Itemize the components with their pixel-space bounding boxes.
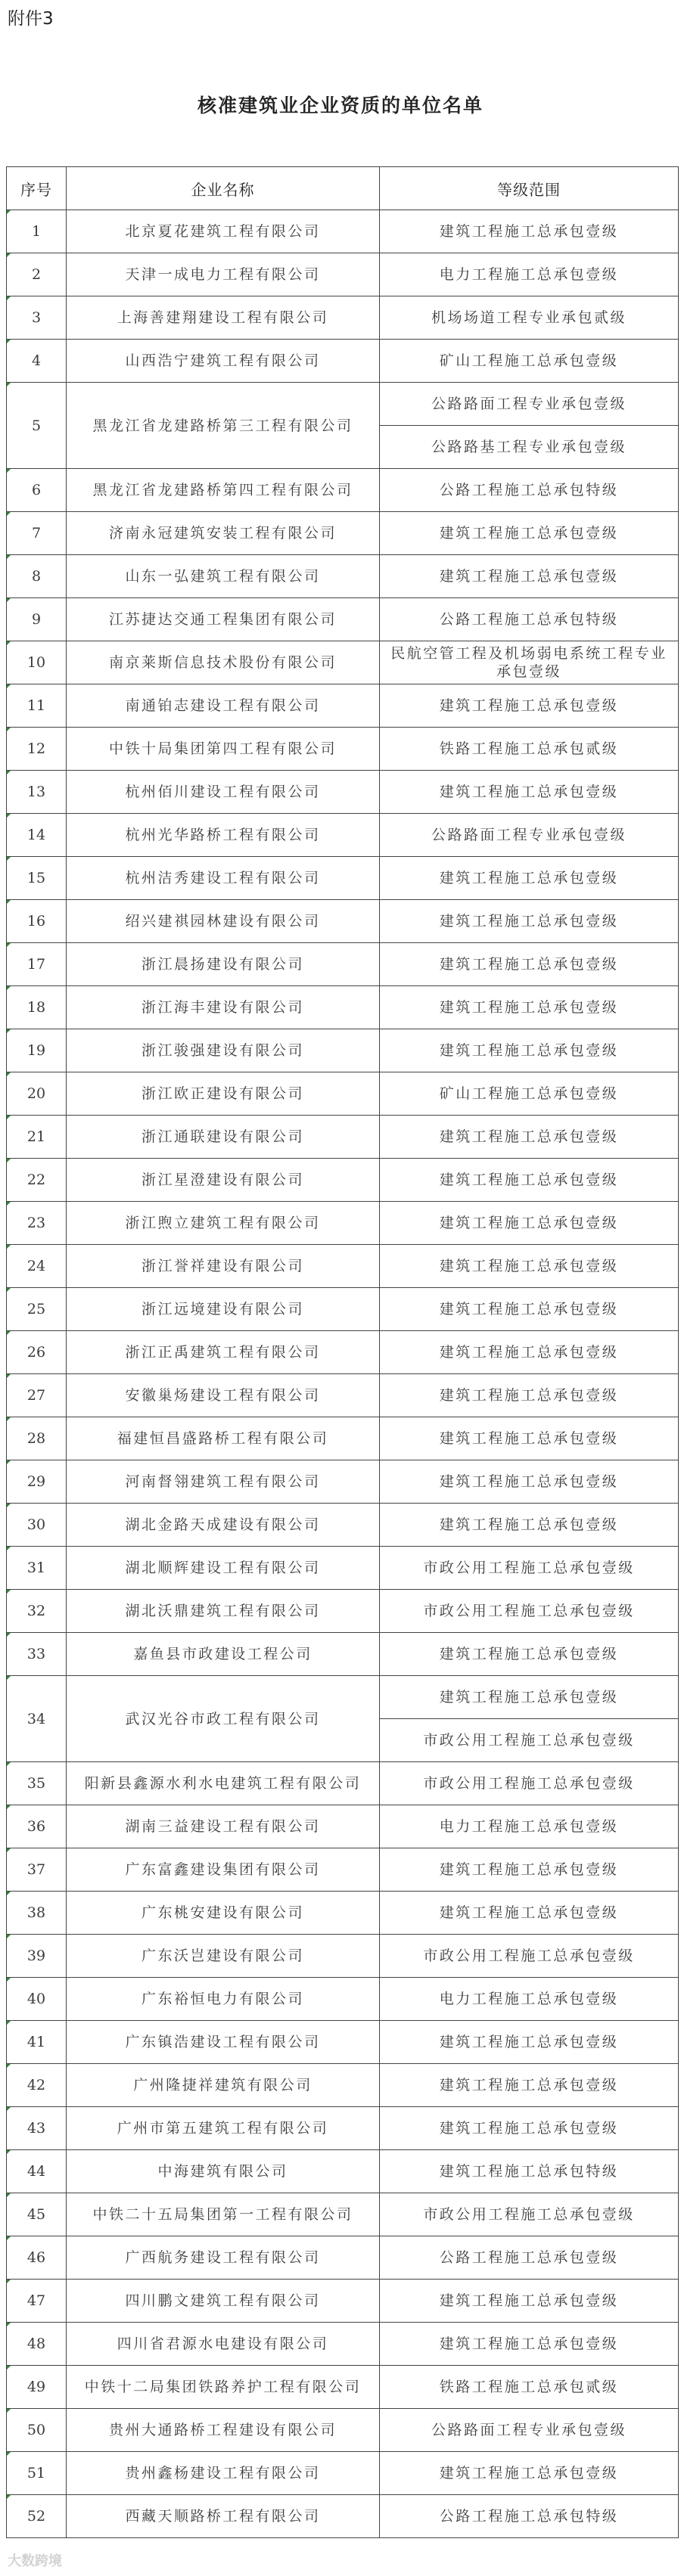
company-name: 广州隆捷祥建筑有限公司 <box>67 2064 380 2107</box>
company-name: 上海善建翔建设工程有限公司 <box>67 296 380 340</box>
row-number: 27 <box>7 1374 67 1417</box>
page-title: 核准建筑业企业资质的单位名单 <box>197 95 484 116</box>
table-row <box>7 2021 679 2064</box>
row-number: 16 <box>7 900 67 943</box>
row-number: 8 <box>7 555 67 598</box>
company-name: 贵州大通路桥工程建设有限公司 <box>67 2409 380 2452</box>
row-number: 26 <box>7 1331 67 1374</box>
row-number: 25 <box>7 1288 67 1331</box>
row-number: 49 <box>7 2366 67 2409</box>
table-row <box>7 814 679 857</box>
row-number: 19 <box>7 1029 67 1072</box>
row-number: 6 <box>7 469 67 512</box>
company-name: 山西浩宁建筑工程有限公司 <box>67 340 380 383</box>
qualification-scope: 市政公用工程施工总承包壹级 <box>380 1935 679 1978</box>
table-row <box>7 1547 679 1590</box>
row-number: 3 <box>7 296 67 340</box>
qualification-scope: 建筑工程施工总承包壹级 <box>380 1159 679 1202</box>
qualification-scope: 民航空管工程及机场弱电系统工程专业承包壹级 <box>380 641 679 684</box>
company-name: 四川省君源水电建设有限公司 <box>67 2323 380 2366</box>
table-row <box>7 943 679 986</box>
company-name: 浙江晨扬建设有限公司 <box>67 943 380 986</box>
row-number: 37 <box>7 1848 67 1892</box>
company-name: 广州市第五建筑工程有限公司 <box>67 2107 380 2150</box>
table-row <box>7 383 679 426</box>
table-row <box>7 1116 679 1159</box>
table-row <box>7 1245 679 1288</box>
table-row <box>7 641 679 684</box>
qualification-scope: 建筑工程施工总承包壹级 <box>380 857 679 900</box>
table-row <box>7 2366 679 2409</box>
company-name: 湖南三益建设工程有限公司 <box>67 1805 380 1848</box>
attachment-label: 附件3 <box>8 9 54 29</box>
row-number: 13 <box>7 771 67 814</box>
table-row <box>7 2495 679 2538</box>
company-name: 杭州光华路桥工程有限公司 <box>67 814 380 857</box>
qualification-scope: 建筑工程施工总承包壹级 <box>380 1504 679 1547</box>
qualification-scope: 市政公用工程施工总承包壹级 <box>380 1547 679 1590</box>
qualification-scope: 公路工程施工总承包特级 <box>380 2495 679 2538</box>
table-row <box>7 1460 679 1504</box>
qualification-scope: 市政公用工程施工总承包壹级 <box>380 1590 679 1633</box>
row-number: 11 <box>7 684 67 728</box>
table-row <box>7 2107 679 2150</box>
company-name: 绍兴建祺园林建设有限公司 <box>67 900 380 943</box>
company-name: 中铁二十五局集团第一工程有限公司 <box>67 2193 380 2236</box>
row-number: 47 <box>7 2280 67 2323</box>
qualification-scope: 建筑工程施工总承包壹级 <box>380 1202 679 1245</box>
qualification-scope: 建筑工程施工总承包壹级 <box>380 771 679 814</box>
table-row <box>7 340 679 383</box>
row-number: 36 <box>7 1805 67 1848</box>
company-name: 湖北顺辉建设工程有限公司 <box>67 1547 380 1590</box>
table-row <box>7 728 679 771</box>
company-name: 西藏天顺路桥工程有限公司 <box>67 2495 380 2538</box>
qualification-scope: 铁路工程施工总承包贰级 <box>380 2366 679 2409</box>
table-row <box>7 986 679 1029</box>
company-name: 广东桃安建设有限公司 <box>67 1892 380 1935</box>
company-name: 南京莱斯信息技术股份有限公司 <box>67 641 380 684</box>
qualification-scope: 建筑工程施工总承包壹级 <box>380 2064 679 2107</box>
qualification-scope: 市政公用工程施工总承包壹级 <box>380 1719 679 1762</box>
qualification-scope: 建筑工程施工总承包壹级 <box>380 1848 679 1892</box>
company-name: 黑龙江省龙建路桥第三工程有限公司 <box>67 383 380 469</box>
table-row <box>7 2236 679 2280</box>
table-row <box>7 555 679 598</box>
company-name: 阳新县鑫源水利水电建筑工程有限公司 <box>67 1762 380 1805</box>
company-name: 中铁十局集团第四工程有限公司 <box>67 728 380 771</box>
row-number: 30 <box>7 1504 67 1547</box>
row-number: 4 <box>7 340 67 383</box>
table-row <box>7 1676 679 1719</box>
company-name: 杭州佰川建设工程有限公司 <box>67 771 380 814</box>
company-name: 江苏捷达交通工程集团有限公司 <box>67 598 380 641</box>
row-number: 2 <box>7 253 67 296</box>
company-name: 浙江海丰建设有限公司 <box>67 986 380 1029</box>
qualification-scope: 电力工程施工总承包壹级 <box>380 253 679 296</box>
table-row <box>7 1417 679 1460</box>
company-name: 浙江誉祥建设有限公司 <box>67 1245 380 1288</box>
company-name: 中海建筑有限公司 <box>67 2150 380 2193</box>
table-row <box>7 1029 679 1072</box>
table-row <box>7 1504 679 1547</box>
qualification-scope: 电力工程施工总承包壹级 <box>380 1805 679 1848</box>
row-number: 41 <box>7 2021 67 2064</box>
qualification-scope: 建筑工程施工总承包壹级 <box>380 2452 679 2495</box>
qualification-scope: 建筑工程施工总承包壹级 <box>380 1892 679 1935</box>
company-name: 南通铂志建设工程有限公司 <box>67 684 380 728</box>
qualification-scope: 建筑工程施工总承包壹级 <box>380 900 679 943</box>
qualification-scope: 公路路面工程专业承包壹级 <box>380 814 679 857</box>
row-number: 42 <box>7 2064 67 2107</box>
qualification-scope: 建筑工程施工总承包壹级 <box>380 2280 679 2323</box>
company-name: 广西航务建设工程有限公司 <box>67 2236 380 2280</box>
company-name: 浙江远境建设有限公司 <box>67 1288 380 1331</box>
qualification-scope: 建筑工程施工总承包特级 <box>380 2150 679 2193</box>
row-number: 14 <box>7 814 67 857</box>
row-number: 46 <box>7 2236 67 2280</box>
row-number: 39 <box>7 1935 67 1978</box>
qualification-scope: 公路路面工程专业承包壹级 <box>380 383 679 426</box>
table-row <box>7 2064 679 2107</box>
company-name: 浙江骏强建设有限公司 <box>67 1029 380 1072</box>
table-row <box>7 512 679 555</box>
table-row <box>7 253 679 296</box>
header-company-name: 企业名称 <box>67 167 380 210</box>
qualification-scope: 建筑工程施工总承包壹级 <box>380 2021 679 2064</box>
row-number: 17 <box>7 943 67 986</box>
qualification-scope: 建筑工程施工总承包壹级 <box>380 1116 679 1159</box>
qualification-scope: 建筑工程施工总承包壹级 <box>380 1331 679 1374</box>
company-name: 浙江通联建设有限公司 <box>67 1116 380 1159</box>
header-qualification-scope: 等级范围 <box>380 167 679 210</box>
qualification-scope: 建筑工程施工总承包壹级 <box>380 1460 679 1504</box>
qualification-scope: 建筑工程施工总承包壹级 <box>380 210 679 253</box>
qualification-scope: 建筑工程施工总承包壹级 <box>380 1288 679 1331</box>
table-row <box>7 684 679 728</box>
row-number: 48 <box>7 2323 67 2366</box>
company-name: 浙江欧正建设有限公司 <box>67 1072 380 1116</box>
table-row <box>7 1892 679 1935</box>
qualification-scope: 建筑工程施工总承包壹级 <box>380 2323 679 2366</box>
qualification-scope: 公路工程施工总承包特级 <box>380 598 679 641</box>
company-name: 广东镇浩建设工程有限公司 <box>67 2021 380 2064</box>
table-row <box>7 1762 679 1805</box>
row-number: 44 <box>7 2150 67 2193</box>
table-row <box>7 1848 679 1892</box>
qualification-scope: 建筑工程施工总承包壹级 <box>380 512 679 555</box>
company-name: 河南督翎建筑工程有限公司 <box>67 1460 380 1504</box>
qualification-scope: 机场场道工程专业承包贰级 <box>380 296 679 340</box>
company-name: 嘉鱼县市政建设工程公司 <box>67 1633 380 1676</box>
company-name: 湖北金路天成建设有限公司 <box>67 1504 380 1547</box>
qualification-scope: 铁路工程施工总承包贰级 <box>380 728 679 771</box>
company-name: 广东裕恒电力有限公司 <box>67 1978 380 2021</box>
company-name: 广东富鑫建设集团有限公司 <box>67 1848 380 1892</box>
qualification-scope: 建筑工程施工总承包壹级 <box>380 1374 679 1417</box>
table-header-row <box>7 167 679 210</box>
row-number: 1 <box>7 210 67 253</box>
table-row <box>7 2452 679 2495</box>
row-number: 12 <box>7 728 67 771</box>
qualification-scope: 建筑工程施工总承包壹级 <box>380 1245 679 1288</box>
company-name: 湖北沃鼎建筑工程有限公司 <box>67 1590 380 1633</box>
table-row <box>7 210 679 253</box>
row-number: 31 <box>7 1547 67 1590</box>
row-number: 7 <box>7 512 67 555</box>
table-row <box>7 2280 679 2323</box>
table-row <box>7 1072 679 1116</box>
table-row <box>7 1935 679 1978</box>
row-number: 32 <box>7 1590 67 1633</box>
table-row <box>7 2409 679 2452</box>
table-row <box>7 900 679 943</box>
table-row <box>7 1374 679 1417</box>
company-name: 浙江正禹建筑工程有限公司 <box>67 1331 380 1374</box>
qualification-scope: 电力工程施工总承包壹级 <box>380 1978 679 2021</box>
table-row <box>7 2193 679 2236</box>
company-name: 北京夏花建筑工程有限公司 <box>67 210 380 253</box>
company-name: 贵州鑫杨建设工程有限公司 <box>67 2452 380 2495</box>
row-number: 51 <box>7 2452 67 2495</box>
row-number: 20 <box>7 1072 67 1116</box>
company-name: 山东一弘建筑工程有限公司 <box>67 555 380 598</box>
qualification-scope: 建筑工程施工总承包壹级 <box>380 1417 679 1460</box>
row-number: 43 <box>7 2107 67 2150</box>
table-row <box>7 1978 679 2021</box>
row-number: 9 <box>7 598 67 641</box>
table-row <box>7 771 679 814</box>
company-name: 武汉光谷市政工程有限公司 <box>67 1676 380 1762</box>
table-row <box>7 1590 679 1633</box>
row-number: 28 <box>7 1417 67 1460</box>
table-body <box>7 210 679 2538</box>
row-number: 34 <box>7 1676 67 1762</box>
qualification-scope: 市政公用工程施工总承包壹级 <box>380 1762 679 1805</box>
company-name: 四川鹏文建筑工程有限公司 <box>67 2280 380 2323</box>
header-number: 序号 <box>7 167 67 210</box>
company-name: 天津一成电力工程有限公司 <box>67 253 380 296</box>
qualification-scope: 建筑工程施工总承包壹级 <box>380 2107 679 2150</box>
qualification-scope: 公路工程施工总承包壹级 <box>380 2236 679 2280</box>
company-name: 杭州洁秀建设工程有限公司 <box>67 857 380 900</box>
row-number: 50 <box>7 2409 67 2452</box>
row-number: 33 <box>7 1633 67 1676</box>
qualification-scope: 建筑工程施工总承包壹级 <box>380 943 679 986</box>
qualification-scope: 建筑工程施工总承包壹级 <box>380 1029 679 1072</box>
table-row <box>7 1202 679 1245</box>
qualification-scope: 建筑工程施工总承包壹级 <box>380 986 679 1029</box>
row-number: 23 <box>7 1202 67 1245</box>
table-row <box>7 1805 679 1848</box>
table-row <box>7 857 679 900</box>
qualification-scope: 矿山工程施工总承包壹级 <box>380 340 679 383</box>
table-row <box>7 1159 679 1202</box>
table-row <box>7 2150 679 2193</box>
qualification-scope: 公路路面工程专业承包壹级 <box>380 2409 679 2452</box>
table-row <box>7 1288 679 1331</box>
qualification-scope: 建筑工程施工总承包壹级 <box>380 1676 679 1719</box>
row-number: 45 <box>7 2193 67 2236</box>
qualification-scope: 建筑工程施工总承包壹级 <box>380 684 679 728</box>
row-number: 24 <box>7 1245 67 1288</box>
row-number: 10 <box>7 641 67 684</box>
row-number: 22 <box>7 1159 67 1202</box>
qualification-scope: 公路路基工程专业承包壹级 <box>380 426 679 469</box>
row-number: 40 <box>7 1978 67 2021</box>
row-number: 5 <box>7 383 67 469</box>
company-name: 浙江煦立建筑工程有限公司 <box>67 1202 380 1245</box>
watermark: 大数跨境 <box>8 2553 62 2569</box>
row-number: 29 <box>7 1460 67 1504</box>
qualification-scope: 建筑工程施工总承包壹级 <box>380 555 679 598</box>
table-row <box>7 2323 679 2366</box>
company-name: 安徽巢炀建设工程有限公司 <box>67 1374 380 1417</box>
company-name: 福建恒昌盛路桥工程有限公司 <box>67 1417 380 1460</box>
row-number: 18 <box>7 986 67 1029</box>
table-row <box>7 1331 679 1374</box>
table-row <box>7 469 679 512</box>
company-name: 济南永冠建筑安装工程有限公司 <box>67 512 380 555</box>
qualification-scope: 矿山工程施工总承包壹级 <box>380 1072 679 1116</box>
row-number: 15 <box>7 857 67 900</box>
company-name: 广东沃岂建设有限公司 <box>67 1935 380 1978</box>
company-name: 浙江星澄建设有限公司 <box>67 1159 380 1202</box>
qualification-scope: 公路工程施工总承包特级 <box>380 469 679 512</box>
company-name: 黑龙江省龙建路桥第四工程有限公司 <box>67 469 380 512</box>
table-row <box>7 598 679 641</box>
row-number: 35 <box>7 1762 67 1805</box>
qualification-scope: 建筑工程施工总承包壹级 <box>380 1633 679 1676</box>
table-row <box>7 1633 679 1676</box>
row-number: 38 <box>7 1892 67 1935</box>
qualification-scope: 市政公用工程施工总承包壹级 <box>380 2193 679 2236</box>
qualification-table <box>6 166 679 2538</box>
row-number: 52 <box>7 2495 67 2538</box>
row-number: 21 <box>7 1116 67 1159</box>
company-name: 中铁十二局集团铁路养护工程有限公司 <box>67 2366 380 2409</box>
table-row <box>7 296 679 340</box>
